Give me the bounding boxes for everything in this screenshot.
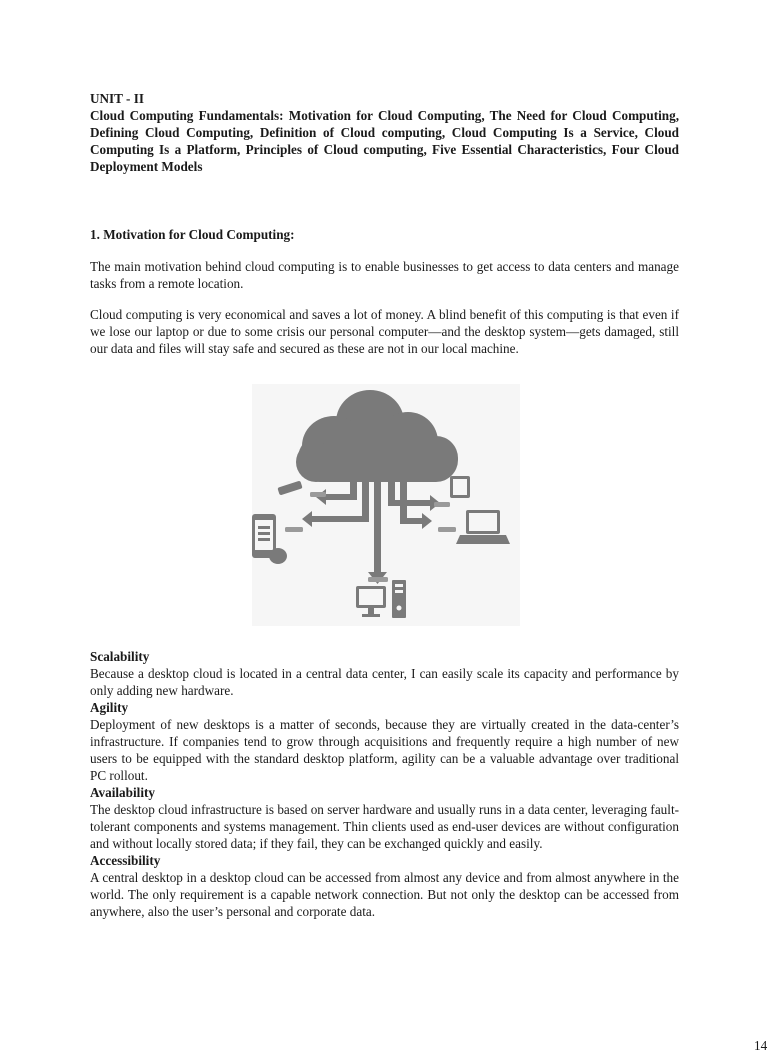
features-list [90,648,679,920]
smartphone-icon [252,514,287,564]
feature-accessibility [90,852,679,920]
document-page [90,90,768,1053]
section-heading: 1. Motivation for Cloud Computing: [90,227,295,242]
feature-text: Because a desktop cloud is located in a central data center, I can easily scale its capacity and performance by only adding new hardware. [90,666,679,698]
cloud-icon [296,390,458,482]
cloud-devices-figure [252,384,520,626]
feature-availability [90,784,679,852]
page-number: 14 [754,1038,768,1053]
paragraph-motivation: The main motivation behind cloud computing is to enable businesses to get access to data centers and manage tasks from a remote location. [90,259,679,291]
feature-text: A central desktop in a desktop cloud can be accessed from almost any device and from almost anywhere in the world. The only requirement is a capable network connection. But not only the desktop can be accessed from anywhere, also the user’s personal and corporate data. [90,870,679,919]
router-icon [277,480,302,495]
feature-heading: Scalability [90,649,150,664]
feature-heading: Availability [90,785,155,800]
tablet-icon [450,476,470,498]
feature-text: Deployment of new desktops is a matter of seconds, because they are virtually created in the data-center’s infrastructure. If companies tend to grow through acquisitions and frequently require a high number of new users to be equipped with the standard desktop platform, agility can be a valuable advantage over traditional PC rollout. [90,717,679,783]
feature-agility [90,699,679,784]
feature-heading: Accessibility [90,853,161,868]
feature-heading: Agility [90,700,129,715]
laptop-icon [456,510,510,544]
unit-description: Cloud Computing Fundamentals: Motivation for Cloud Computing, The Need for Cloud Computing, Defining Cloud Computing, Definition of Cloud computing, Cloud Computing Is a Service, Cloud Computing Is a Platform, Principles of Cloud computing, Five Essential Characteristics, Four Cloud Deployment Models [90,108,679,174]
paragraph-economics: Cloud computing is very economical and saves a lot of money. A blind benefit of this computing is that even if we lose our laptop or due to some crisis our personal computer—and the desktop system—gets damaged, still our data and files will stay safe and secured as these are not in our local machine. [90,307,679,356]
cloud-diagram [252,384,520,626]
feature-text: The desktop cloud infrastructure is based on server hardware and usually runs in a data center, leveraging fault-tolerant components and systems management. Thin clients used as end-user devices are without configuration and without locally stored data; if they fail, they can be exchanged quickly and easily. [90,802,679,851]
unit-header [90,90,679,175]
desktop-computer-icon [356,580,406,618]
unit-title: UNIT - II [90,91,144,106]
feature-scalability [90,648,679,699]
